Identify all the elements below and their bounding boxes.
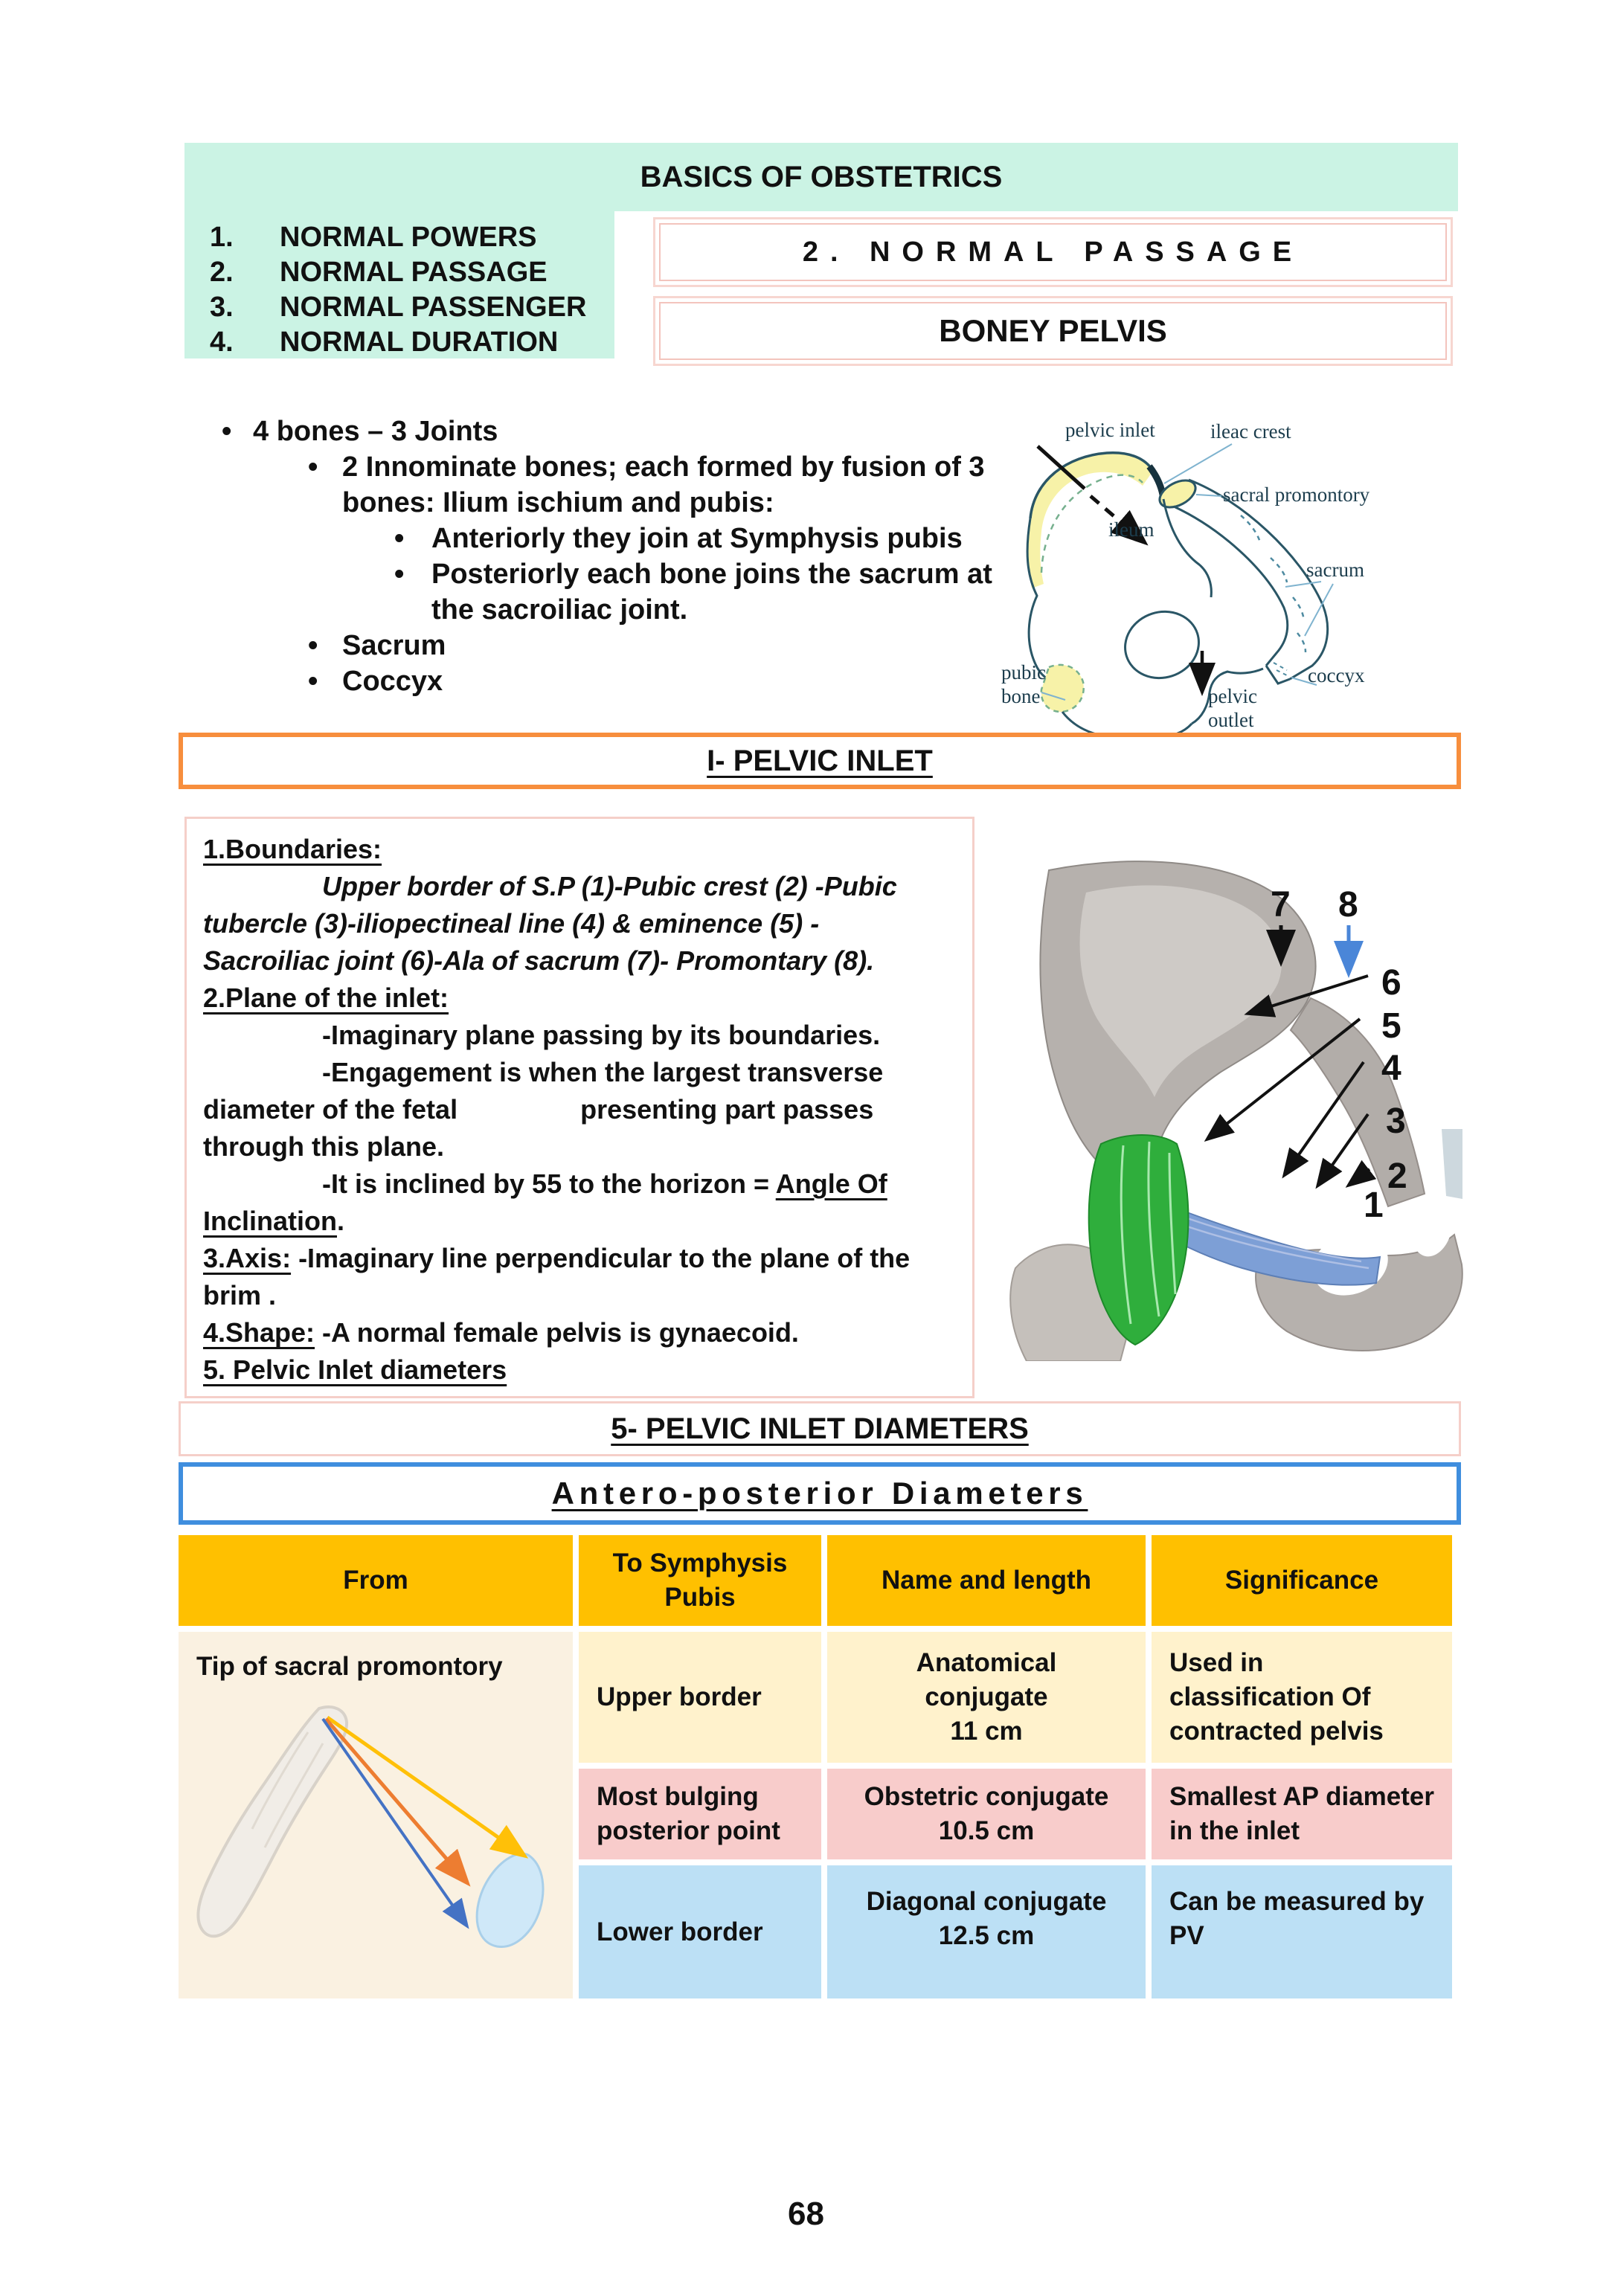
list-item-text: Sacrum bbox=[342, 630, 446, 661]
shape-text: -A normal female pelvis is gynaecoid. bbox=[315, 1317, 799, 1348]
axis-text: -Imaginary line perpendicular to the plane of the bbox=[291, 1243, 911, 1273]
symphysis-shape bbox=[477, 1853, 543, 1946]
plane-text: diameter of the fetal bbox=[203, 1094, 458, 1125]
section-title-box bbox=[653, 217, 1453, 287]
table-cell-from bbox=[179, 1632, 573, 1998]
label-pelvic-outlet bbox=[1208, 685, 1262, 731]
table-cell bbox=[1152, 1632, 1452, 1763]
plane-text: -Imaginary plane passing by its boundaries. bbox=[322, 1020, 881, 1050]
plane-text: through this plane. bbox=[203, 1131, 444, 1162]
label-pubic-line2: bone bbox=[1001, 685, 1041, 707]
arrow-2 bbox=[1350, 1169, 1369, 1184]
text-line bbox=[203, 980, 956, 1017]
section-subtitle-box bbox=[653, 296, 1453, 366]
table-cell bbox=[1152, 1769, 1452, 1859]
arrow-3 bbox=[1319, 1114, 1368, 1184]
figure-number-5: 5 bbox=[1381, 1006, 1401, 1046]
text-line bbox=[203, 1277, 956, 1314]
table-cell bbox=[579, 1632, 821, 1763]
diameters-table bbox=[179, 1535, 1452, 1998]
pelvic-inlet-header-text: I- PELVIC INLET bbox=[707, 744, 933, 777]
figure-number-3: 3 bbox=[1386, 1102, 1406, 1141]
cell-text: Upper border bbox=[597, 1682, 762, 1711]
heading-diameters: 5. Pelvic Inlet diameters bbox=[203, 1354, 507, 1385]
bullet-icon: • bbox=[308, 451, 318, 483]
text-line bbox=[203, 1203, 956, 1240]
bullet-icon: • bbox=[308, 666, 318, 697]
pelvis-line-diagram bbox=[997, 405, 1443, 733]
topic-number: 3. bbox=[210, 292, 234, 323]
list-item-text: Coccyx bbox=[342, 666, 443, 697]
list-item bbox=[195, 521, 998, 556]
label-pubic-line1: pubic bbox=[1001, 661, 1046, 684]
pelvic-inlet-header bbox=[179, 733, 1461, 789]
text-line bbox=[203, 1091, 956, 1128]
symphysis-edge-shape bbox=[1442, 1129, 1462, 1199]
bullet-icon: • bbox=[222, 416, 232, 447]
diameters-header bbox=[179, 1401, 1461, 1456]
boundaries-text: tubercle (3)-iliopectineal line (4) & eminence (5) - bbox=[203, 908, 820, 939]
cell-text: Anatomical conjugate bbox=[916, 1648, 1057, 1711]
from-cell-text: Tip of sacral promontory bbox=[196, 1652, 503, 1681]
figure-number-6: 6 bbox=[1381, 963, 1401, 1003]
list-item bbox=[195, 592, 998, 628]
topic-item bbox=[184, 290, 614, 325]
label-outlet-line2: outlet bbox=[1208, 709, 1254, 731]
page-banner bbox=[184, 143, 1458, 211]
topics-list bbox=[184, 211, 614, 358]
table-cell bbox=[827, 1632, 1146, 1763]
list-item bbox=[195, 628, 998, 663]
list-item-text: Anteriorly they join at Symphysis pubis bbox=[431, 523, 963, 554]
text-line bbox=[203, 1165, 956, 1203]
list-item bbox=[195, 556, 998, 592]
text-line bbox=[203, 905, 956, 942]
cell-text: Lower border bbox=[597, 1917, 763, 1946]
topic-item bbox=[184, 325, 614, 360]
angle-of-inclination: Inclination bbox=[203, 1206, 337, 1236]
figure-number-1: 1 bbox=[1364, 1186, 1384, 1225]
heading-axis: 3.Axis: bbox=[203, 1243, 292, 1273]
table-cell bbox=[827, 1865, 1146, 1998]
table-header-to: To Symphysis Pubis bbox=[579, 1535, 821, 1626]
bullet-icon: • bbox=[308, 630, 318, 661]
bones-list bbox=[195, 414, 998, 699]
ap-diameters-header bbox=[179, 1462, 1461, 1525]
plane-text: . bbox=[337, 1206, 345, 1236]
cell-text: Diagonal conjugate bbox=[866, 1887, 1107, 1916]
list-item-text: 2 Innominate bones; each formed by fusion of 3 bbox=[342, 451, 985, 483]
plane-text: presenting part passes bbox=[580, 1094, 874, 1125]
topic-label: NORMAL PASSENGER bbox=[280, 292, 587, 323]
heading-shape: 4.Shape: bbox=[203, 1317, 315, 1348]
topic-number: 2. bbox=[210, 257, 234, 288]
cell-length: 11 cm bbox=[950, 1717, 1023, 1746]
text-line bbox=[203, 942, 956, 980]
list-item-text: 4 bones – 3 Joints bbox=[253, 416, 498, 447]
label-coccyx: coccyx bbox=[1308, 664, 1365, 686]
cell-text: Obstetric conjugate bbox=[864, 1782, 1109, 1811]
list-item-text: the sacroiliac joint. bbox=[431, 594, 688, 626]
text-line bbox=[203, 1017, 956, 1054]
cell-text: Can be measured by PV bbox=[1169, 1887, 1425, 1950]
topic-label: NORMAL POWERS bbox=[280, 222, 537, 253]
table-cell bbox=[827, 1769, 1146, 1859]
topic-label: NORMAL PASSAGE bbox=[280, 257, 547, 288]
cell-text: Smallest AP diameter in the inlet bbox=[1169, 1782, 1434, 1845]
topic-number: 1. bbox=[210, 222, 234, 253]
diagonal-conjugate-arrow bbox=[323, 1719, 466, 1924]
boundaries-text: Upper border of S.P (1)-Pubic crest (2) -Pubic bbox=[322, 871, 897, 901]
table-cell bbox=[579, 1769, 821, 1859]
label-sacral-promontory: sacral promontory bbox=[1223, 483, 1370, 506]
pelvis-numbered-svg bbox=[974, 848, 1465, 1361]
topic-item bbox=[184, 220, 614, 255]
bullet-icon: • bbox=[394, 523, 405, 554]
axis-text: brim . bbox=[203, 1280, 277, 1311]
list-item bbox=[195, 663, 998, 699]
label-outlet-line1: pelvic bbox=[1208, 685, 1257, 707]
label-ileum: ileum bbox=[1108, 518, 1155, 541]
cell-length: 12.5 cm bbox=[938, 1921, 1035, 1950]
topic-item bbox=[184, 255, 614, 290]
table-header-from: From bbox=[179, 1535, 573, 1626]
pelvis-numbered-figure bbox=[974, 848, 1465, 1361]
pelvic-inlet-details bbox=[184, 817, 974, 1398]
list-item bbox=[195, 449, 998, 485]
text-line bbox=[203, 1054, 956, 1091]
plane-text: -Engagement is when the largest transverse bbox=[322, 1057, 884, 1087]
figure-number-2: 2 bbox=[1387, 1157, 1407, 1196]
text-line bbox=[203, 831, 956, 868]
table-header-name: Name and length bbox=[827, 1535, 1146, 1626]
label-sacrum: sacrum bbox=[1306, 559, 1364, 581]
diameters-header-text: 5- PELVIC INLET DIAMETERS bbox=[611, 1412, 1029, 1445]
text-line bbox=[203, 1314, 956, 1351]
cell-text: Most bulging posterior point bbox=[597, 1782, 780, 1845]
angle-of-inclination: Angle Of bbox=[775, 1168, 887, 1199]
plane-text: -It is inclined by 55 to the horizon = bbox=[322, 1168, 776, 1199]
list-item-text: Posteriorly each bone joins the sacrum at bbox=[431, 559, 992, 590]
text-line bbox=[203, 1351, 956, 1389]
label-pelvic-inlet: pelvic inlet bbox=[1065, 419, 1155, 441]
list-item-text: bones: Ilium ischium and pubis: bbox=[342, 487, 774, 518]
banner-title: BASICS OF OBSTETRICS bbox=[640, 160, 1003, 193]
label-ileac-crest: ileac crest bbox=[1210, 420, 1291, 443]
section-title: 2. NORMAL PASSAGE bbox=[659, 223, 1447, 281]
list-item bbox=[195, 414, 998, 449]
section-subtitle: BONEY PELVIS bbox=[659, 302, 1447, 360]
topic-number: 4. bbox=[210, 327, 234, 358]
sacrum-bone-shape bbox=[198, 1707, 347, 1936]
figure-number-8: 8 bbox=[1338, 885, 1358, 924]
figure-number-4: 4 bbox=[1381, 1049, 1401, 1088]
bullet-icon: • bbox=[394, 559, 405, 590]
table-cell bbox=[1152, 1865, 1452, 1998]
page-number: 68 bbox=[788, 2196, 824, 2232]
table-cell bbox=[579, 1865, 821, 1998]
cell-text: Used in classification Of contracted pelvis bbox=[1169, 1648, 1384, 1746]
text-line bbox=[203, 1128, 956, 1165]
figure-number-7: 7 bbox=[1271, 885, 1291, 924]
sacrum-diagram bbox=[182, 1673, 568, 1993]
cell-length: 10.5 cm bbox=[938, 1816, 1035, 1845]
topic-label: NORMAL DURATION bbox=[280, 327, 559, 358]
ap-diameters-header-text: Antero-posterior Diameters bbox=[551, 1476, 1088, 1511]
text-line bbox=[203, 1240, 956, 1277]
table-header-significance: Significance bbox=[1152, 1535, 1452, 1626]
heading-boundaries: 1.Boundaries: bbox=[203, 834, 382, 864]
boundaries-text: Sacroiliac joint (6)-Ala of sacrum (7)- Promontary (8). bbox=[203, 945, 875, 976]
heading-plane: 2.Plane of the inlet: bbox=[203, 983, 449, 1013]
list-item bbox=[195, 485, 998, 521]
pelvis-line-diagram-svg bbox=[997, 405, 1443, 733]
obturator-foramen-shape bbox=[1117, 602, 1207, 688]
text-line bbox=[203, 868, 956, 905]
